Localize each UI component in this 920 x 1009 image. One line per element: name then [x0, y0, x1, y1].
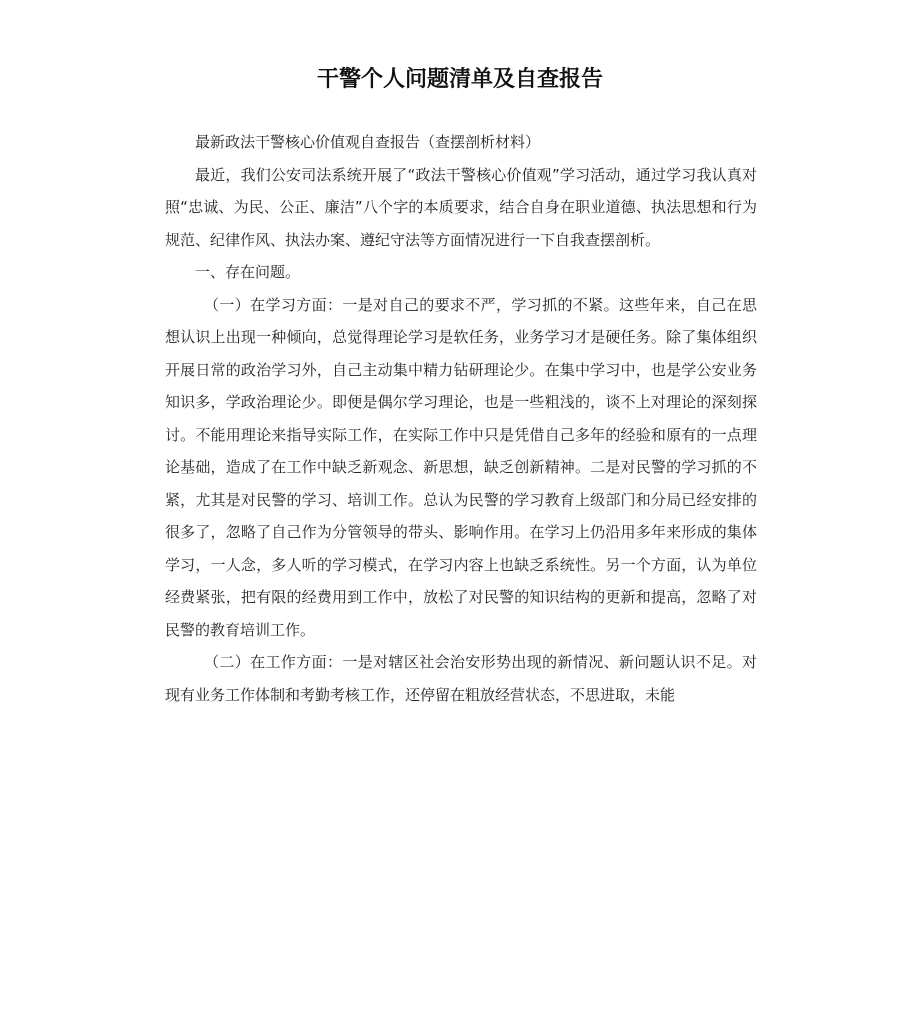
document-title: 干警个人问题清单及自查报告 — [316, 67, 603, 92]
paragraph-subtitle: 最新政法干警核心价值观自查报告（查摆剖析材料） — [195, 133, 541, 151]
paragraph-work: （二）在工作方面：一是对辖区社会治安形势出现的新情况、新问题认识不足。对现有业务工作体制和考勤考核工作，还停留在粗放经营状态，不思进取，未能 — [165, 653, 757, 704]
paragraph-study: （一）在学习方面：一是对自己的要求不严，学习抓的不紧。这些年来，自己在思想认识上出现一种倾向，总觉得理论学习是软任务，业务学习才是硬任务。除了集体组织开展日常的政治学习外，自己主动集中精力钻研理论少。在集中学习中，也是学公安业务知识多，学政治理论少。即便是偶尔学习理论，也是一些粗浅的，谈不上对理论的深刻探讨。不能用理论来指导实际工作，在实际工作中只是凭借自己多年的经验和原有的一点理论基础，造成了在工作中缺乏新观念、新思想，缺乏创新精神。二是对民警的学习抓的不紧，尤其是对民警的学习、培训工作。总认为民警的学习教育上级部门和分局已经安排的很多了，忽略了自己作为分管领导的带头、影响作用。在学习上仍沿用多年来形成的集体学习，一人念，多人听的学习模式，在学习内容上也缺乏系统性。另一个方面，认为单位经费紧张，把有限的经费用到工作中，放松了对民警的知识结构的更新和提高，忽略了对民警的教育培训工作。 — [165, 295, 757, 639]
paragraph-intro: 最近，我们公安司法系统开展了“政法干警核心价值观”学习活动，通过学习我认真对照“忠诚、为民、公正、廉洁”八个字的本质要求，结合自身在职业道德、执法思想和行为规范、纪律作风、执法办案、遵纪守法等方面情况进行一下自我查摆剖析。 — [165, 165, 757, 249]
document-body — [165, 126, 757, 711]
section-heading-problems: 一、存在问题。 — [195, 263, 301, 281]
